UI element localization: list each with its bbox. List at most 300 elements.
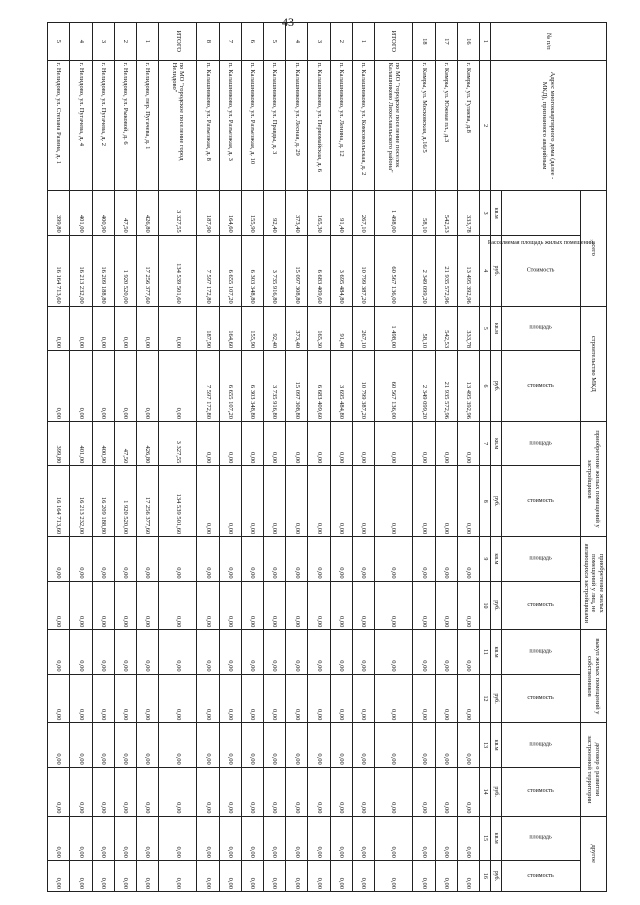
row-value: 0,00 bbox=[457, 767, 479, 816]
row-value: 400,90 bbox=[92, 191, 114, 235]
row-value: 0,00 bbox=[70, 674, 92, 723]
row-index: 7 bbox=[219, 23, 241, 61]
row-address: п. Калашниково, ул. Лесная, д. 29 bbox=[286, 60, 308, 191]
row-value: 0,00 bbox=[70, 630, 92, 674]
header-address: Адрес многоквартирного дома (далее - МКД), признанного аварийным bbox=[491, 60, 607, 191]
row-value: 0,00 bbox=[264, 537, 286, 581]
row-value: 2 349 099,20 bbox=[413, 235, 435, 306]
row-value: 13 495 392,96 bbox=[457, 351, 479, 422]
row-value: 0,00 bbox=[457, 816, 479, 860]
row-value: 0,00 bbox=[330, 860, 352, 891]
row-index: 5 bbox=[264, 23, 286, 61]
row-value: 0,00 bbox=[159, 630, 197, 674]
rotated-table-wrapper bbox=[47, 22, 607, 892]
row-value: 16 209 188,80 bbox=[92, 466, 114, 537]
row-value: 542,53 bbox=[435, 306, 457, 350]
row-value: 0,00 bbox=[48, 816, 70, 860]
header-dev-cost: стоимость bbox=[502, 466, 581, 537]
row-value: 0,00 bbox=[413, 421, 435, 465]
row-value: 0,00 bbox=[114, 351, 136, 422]
row-value: 16 209 188,80 bbox=[92, 235, 114, 306]
unit-m2: кв.м bbox=[491, 421, 502, 465]
row-value: 0,00 bbox=[219, 674, 241, 723]
row-value: 15 097 308,80 bbox=[286, 351, 308, 422]
header-resettled-area: Расселяемая площадь жилых помещений bbox=[502, 191, 581, 235]
resettlement-table bbox=[47, 22, 607, 892]
row-value: 0,00 bbox=[457, 630, 479, 674]
unit-rub: руб. bbox=[491, 860, 502, 891]
header-group-mkd: строительство МКД bbox=[581, 306, 607, 421]
row-value: 0,00 bbox=[92, 630, 114, 674]
row-index: 5 bbox=[48, 23, 70, 61]
row-value: 3 735 916,80 bbox=[264, 235, 286, 306]
header-buyout-area: площадь bbox=[502, 630, 581, 674]
header-territory-area: площадь bbox=[502, 723, 581, 767]
header-group-buyout: выкуп жилых помещений у собственников bbox=[581, 630, 607, 723]
row-value: 165,30 bbox=[308, 306, 330, 350]
unit-rub: руб. bbox=[491, 235, 502, 306]
row-value: 0,00 bbox=[241, 630, 263, 674]
table-row bbox=[70, 23, 92, 892]
row-value: 0,00 bbox=[264, 816, 286, 860]
row-value: 0,00 bbox=[92, 767, 114, 816]
row-value: 155,90 bbox=[241, 306, 263, 350]
row-value: 6 655 107,20 bbox=[219, 235, 241, 306]
row-value: 0,00 bbox=[457, 860, 479, 891]
row-value: 0,00 bbox=[457, 674, 479, 723]
row-value: 0,00 bbox=[413, 466, 435, 537]
row-value: 0,00 bbox=[308, 421, 330, 465]
row-value: 164,60 bbox=[219, 306, 241, 350]
row-index: 4 bbox=[286, 23, 308, 61]
row-value: 0,00 bbox=[457, 466, 479, 537]
row-value: 0,00 bbox=[219, 581, 241, 630]
column-number: 7 bbox=[480, 421, 491, 465]
row-value: 0,00 bbox=[330, 674, 352, 723]
header-group-other: другое bbox=[581, 816, 607, 891]
table-row bbox=[197, 23, 219, 892]
row-value: 1 498,00 bbox=[375, 306, 413, 350]
row-address: г. Кимры, ул. Гуляєва, д.8 bbox=[457, 60, 479, 191]
unit-rub: руб. bbox=[491, 674, 502, 723]
row-index: 6 bbox=[241, 23, 263, 61]
row-value: 0,00 bbox=[197, 674, 219, 723]
unit-m2: кв.м bbox=[491, 630, 502, 674]
row-value: 0,00 bbox=[70, 581, 92, 630]
row-value: 0,00 bbox=[197, 421, 219, 465]
header-other-area: площадь bbox=[502, 816, 581, 860]
row-value: 0,00 bbox=[159, 537, 197, 581]
column-number: 13 bbox=[480, 723, 491, 767]
row-value: 6 303 348,80 bbox=[241, 235, 263, 306]
row-value: 0,00 bbox=[197, 581, 219, 630]
row-value: 3 735 916,80 bbox=[264, 351, 286, 422]
row-value: 0,00 bbox=[92, 537, 114, 581]
row-value: 0,00 bbox=[330, 767, 352, 816]
row-value: 0,00 bbox=[264, 581, 286, 630]
row-value: 0,00 bbox=[197, 537, 219, 581]
row-value: 1 920 520,00 bbox=[114, 235, 136, 306]
row-value: 0,00 bbox=[286, 860, 308, 891]
row-value: 0,00 bbox=[264, 630, 286, 674]
row-value: 0,00 bbox=[241, 723, 263, 767]
row-address: п. Калашниково, ул. Разъезжая, д. 10 bbox=[241, 60, 263, 191]
row-value: 0,00 bbox=[264, 674, 286, 723]
row-value: 0,00 bbox=[375, 816, 413, 860]
row-value: 0,00 bbox=[159, 306, 197, 350]
row-value: 0,00 bbox=[352, 630, 374, 674]
column-number: 16 bbox=[480, 860, 491, 891]
row-value: 91,40 bbox=[330, 191, 352, 235]
table-row bbox=[435, 23, 457, 892]
column-number: 8 bbox=[480, 466, 491, 537]
row-value: 0,00 bbox=[308, 466, 330, 537]
row-value: 58,10 bbox=[413, 306, 435, 350]
row-value: 0,00 bbox=[70, 306, 92, 350]
row-value: 0,00 bbox=[48, 860, 70, 891]
row-value: 333,78 bbox=[457, 306, 479, 350]
row-value: 0,00 bbox=[137, 860, 159, 891]
row-value: 0,00 bbox=[114, 581, 136, 630]
row-value: 15 097 308,80 bbox=[286, 235, 308, 306]
unit-rub: руб. bbox=[491, 767, 502, 816]
row-value: 0,00 bbox=[308, 816, 330, 860]
row-value: 0,00 bbox=[352, 466, 374, 537]
row-address: г. Нелидово, пер. Пугачева, д. 1 bbox=[137, 60, 159, 191]
row-value: 0,00 bbox=[435, 674, 457, 723]
row-address: г. Кимры, ул. Южная пл., д.3 bbox=[435, 60, 457, 191]
row-value: 0,00 bbox=[352, 860, 374, 891]
row-value: 1 498,00 bbox=[375, 191, 413, 235]
row-value: 0,00 bbox=[114, 630, 136, 674]
row-value: 0,00 bbox=[413, 630, 435, 674]
row-value: 47,50 bbox=[114, 191, 136, 235]
row-value: 0,00 bbox=[286, 723, 308, 767]
column-number: 12 bbox=[480, 674, 491, 723]
row-value: 0,00 bbox=[137, 537, 159, 581]
row-value: 0,00 bbox=[92, 581, 114, 630]
row-value: 0,00 bbox=[114, 306, 136, 350]
row-value: 0,00 bbox=[375, 630, 413, 674]
row-value: 165,30 bbox=[308, 191, 330, 235]
row-index: 3 bbox=[308, 23, 330, 61]
table-header bbox=[480, 23, 607, 892]
row-value: 58,10 bbox=[413, 191, 435, 235]
unit-rub: руб. bbox=[491, 466, 502, 537]
row-value: 0,00 bbox=[137, 816, 159, 860]
row-value: 0,00 bbox=[219, 466, 241, 537]
row-value: 399,80 bbox=[48, 191, 70, 235]
header-buyout-cost: стоимость bbox=[502, 674, 581, 723]
row-value: 0,00 bbox=[286, 767, 308, 816]
row-index: ИТОГО bbox=[159, 23, 197, 61]
row-value: 0,00 bbox=[330, 466, 352, 537]
table-row bbox=[114, 23, 136, 892]
unit-rub: руб. bbox=[491, 581, 502, 630]
row-value: 3 327,55 bbox=[159, 421, 197, 465]
row-value: 6 683 409,60 bbox=[308, 351, 330, 422]
row-value: 0,00 bbox=[435, 581, 457, 630]
row-value: 0,00 bbox=[457, 537, 479, 581]
row-value: 0,00 bbox=[48, 674, 70, 723]
row-value: 187,90 bbox=[197, 306, 219, 350]
table-row bbox=[241, 23, 263, 892]
unit-m2: кв.м bbox=[491, 723, 502, 767]
row-value: 92,40 bbox=[264, 306, 286, 350]
row-value: 0,00 bbox=[375, 581, 413, 630]
row-value: 0,00 bbox=[375, 537, 413, 581]
row-address: п. Калашниково, ул. Комсомольская, д. 2 bbox=[352, 60, 374, 191]
row-address: п. Калашниково, ул. Первомайская, д. 6 bbox=[308, 60, 330, 191]
row-value: 0,00 bbox=[114, 674, 136, 723]
header-group-developers: приобретение жилых помещений у застройщиков bbox=[581, 421, 607, 536]
table-row bbox=[264, 23, 286, 892]
table-row bbox=[308, 23, 330, 892]
row-value: 0,00 bbox=[48, 581, 70, 630]
row-value: 0,00 bbox=[70, 351, 92, 422]
header-dev-area: площадь bbox=[502, 421, 581, 465]
row-value: 0,00 bbox=[308, 537, 330, 581]
row-value: 0,00 bbox=[137, 630, 159, 674]
row-value: 164,60 bbox=[219, 191, 241, 235]
row-value: 0,00 bbox=[70, 767, 92, 816]
header-nondev-cost: стоимость bbox=[502, 581, 581, 630]
row-value: 155,90 bbox=[241, 191, 263, 235]
row-value: 0,00 bbox=[159, 860, 197, 891]
row-value: 0,00 bbox=[48, 351, 70, 422]
row-value: 0,00 bbox=[435, 816, 457, 860]
row-address: п. Калашниково, ул. Правды, д. 3 bbox=[264, 60, 286, 191]
table-row bbox=[137, 23, 159, 892]
row-value: 0,00 bbox=[352, 723, 374, 767]
header-mkd-area: площадь bbox=[502, 306, 581, 350]
row-value: 0,00 bbox=[352, 421, 374, 465]
row-address: п. Калашниково, ул. Ленина, д. 12 bbox=[330, 60, 352, 191]
unit-rub: руб. bbox=[491, 351, 502, 422]
row-value: 60 567 136,00 bbox=[375, 351, 413, 422]
row-value: 0,00 bbox=[286, 421, 308, 465]
row-value: 0,00 bbox=[308, 723, 330, 767]
row-value: 0,00 bbox=[241, 581, 263, 630]
column-number: 15 bbox=[480, 816, 491, 860]
row-value: 0,00 bbox=[264, 723, 286, 767]
row-value: 0,00 bbox=[375, 767, 413, 816]
row-value: 0,00 bbox=[352, 674, 374, 723]
row-value: 0,00 bbox=[159, 351, 197, 422]
row-value: 0,00 bbox=[308, 630, 330, 674]
unit-m2: кв.м bbox=[491, 816, 502, 860]
row-value: 0,00 bbox=[352, 816, 374, 860]
row-value: 0,00 bbox=[286, 537, 308, 581]
row-value: 0,00 bbox=[70, 816, 92, 860]
row-value: 91,40 bbox=[330, 306, 352, 350]
row-value: 0,00 bbox=[241, 466, 263, 537]
table-row bbox=[286, 23, 308, 892]
row-value: 92,40 bbox=[264, 191, 286, 235]
row-value: 426,80 bbox=[137, 191, 159, 235]
row-value: 0,00 bbox=[48, 306, 70, 350]
row-value: 0,00 bbox=[137, 723, 159, 767]
row-value: 0,00 bbox=[435, 767, 457, 816]
row-value: 542,53 bbox=[435, 191, 457, 235]
row-value: 267,10 bbox=[352, 306, 374, 350]
row-value: 333,78 bbox=[457, 191, 479, 235]
row-value: 47,50 bbox=[114, 421, 136, 465]
header-group-non-developers: приобретение жилых помещений у лиц, не являющихся застройщиками bbox=[581, 537, 607, 630]
row-value: 0,00 bbox=[114, 537, 136, 581]
row-value: 0,00 bbox=[197, 767, 219, 816]
row-value: 0,00 bbox=[197, 630, 219, 674]
row-value: 134 539 501,60 bbox=[159, 466, 197, 537]
row-value: 0,00 bbox=[375, 860, 413, 891]
row-value: 401,00 bbox=[70, 421, 92, 465]
row-value: 0,00 bbox=[241, 537, 263, 581]
row-value: 0,00 bbox=[241, 674, 263, 723]
row-value: 0,00 bbox=[92, 723, 114, 767]
row-value: 0,00 bbox=[413, 767, 435, 816]
row-value: 0,00 bbox=[114, 723, 136, 767]
row-value: 0,00 bbox=[457, 421, 479, 465]
row-index: 2 bbox=[114, 23, 136, 61]
row-address: п. Калашниково, ул. Разъезжая, д. 3 bbox=[219, 60, 241, 191]
row-value: 0,00 bbox=[435, 860, 457, 891]
row-value: 0,00 bbox=[159, 816, 197, 860]
row-value: 0,00 bbox=[264, 767, 286, 816]
row-value: 0,00 bbox=[457, 723, 479, 767]
table-row bbox=[457, 23, 479, 892]
row-value: 0,00 bbox=[413, 581, 435, 630]
row-value: 0,00 bbox=[92, 674, 114, 723]
row-value: 0,00 bbox=[330, 723, 352, 767]
row-address: г. Кимры, ул. Московская, д.16/5 bbox=[413, 60, 435, 191]
row-value: 0,00 bbox=[435, 630, 457, 674]
row-value: 0,00 bbox=[352, 767, 374, 816]
table-body bbox=[48, 23, 480, 892]
row-value: 10 799 387,20 bbox=[352, 235, 374, 306]
header-mkd-cost: стоимость bbox=[502, 351, 581, 422]
header-total-cost: Стоимость bbox=[502, 235, 581, 306]
row-value: 13 495 392,96 bbox=[457, 235, 479, 306]
column-number: 2 bbox=[480, 60, 491, 191]
row-address: г. Нелидово, ул. Степана Разина, д. 1 bbox=[48, 60, 70, 191]
row-address: по МО "городское поселение город Нелидово" bbox=[159, 60, 197, 191]
row-value: 0,00 bbox=[413, 816, 435, 860]
row-index: 8 bbox=[197, 23, 219, 61]
row-value: 0,00 bbox=[435, 466, 457, 537]
row-index: ИТОГО bbox=[375, 23, 413, 61]
row-index: 16 bbox=[457, 23, 479, 61]
row-address: г. Нелидово, ул. Пугачева, д. 2 bbox=[92, 60, 114, 191]
row-value: 6 655 107,20 bbox=[219, 351, 241, 422]
column-number: 6 bbox=[480, 351, 491, 422]
row-value: 0,00 bbox=[330, 537, 352, 581]
row-value: 0,00 bbox=[92, 351, 114, 422]
column-number-row bbox=[480, 23, 491, 892]
header-other-cost: стоимость bbox=[502, 860, 581, 891]
row-value: 0,00 bbox=[219, 537, 241, 581]
row-value: 0,00 bbox=[219, 421, 241, 465]
unit-m2: кв.м bbox=[491, 191, 502, 235]
row-index: 4 bbox=[70, 23, 92, 61]
row-value: 16 164 713,60 bbox=[48, 235, 70, 306]
column-number: 4 bbox=[480, 235, 491, 306]
row-value: 0,00 bbox=[308, 860, 330, 891]
row-value: 0,00 bbox=[70, 723, 92, 767]
row-address: п. Калашниково, ул. Разъезжая, д. 8 bbox=[197, 60, 219, 191]
row-value: 0,00 bbox=[308, 581, 330, 630]
row-value: 17 256 377,60 bbox=[137, 235, 159, 306]
row-value: 1 920 520,00 bbox=[114, 466, 136, 537]
row-value: 21 935 572,96 bbox=[435, 235, 457, 306]
row-value: 0,00 bbox=[219, 723, 241, 767]
row-value: 10 799 387,20 bbox=[352, 351, 374, 422]
row-value: 0,00 bbox=[375, 466, 413, 537]
column-number: 1 bbox=[480, 23, 491, 61]
row-value: 3 695 484,80 bbox=[330, 351, 352, 422]
row-value: 0,00 bbox=[413, 723, 435, 767]
row-value: 0,00 bbox=[219, 860, 241, 891]
column-number: 3 bbox=[480, 191, 491, 235]
row-value: 0,00 bbox=[330, 581, 352, 630]
row-address: г. Нелидово, ул. Пугачева, д. 4 bbox=[70, 60, 92, 191]
row-index: 1 bbox=[137, 23, 159, 61]
row-value: 0,00 bbox=[219, 630, 241, 674]
row-value: 0,00 bbox=[264, 466, 286, 537]
row-value: 0,00 bbox=[114, 860, 136, 891]
row-value: 0,00 bbox=[241, 816, 263, 860]
row-value: 0,00 bbox=[114, 816, 136, 860]
row-value: 187,90 bbox=[197, 191, 219, 235]
row-value: 0,00 bbox=[286, 581, 308, 630]
row-value: 16 213 232,00 bbox=[70, 466, 92, 537]
row-value: 3 695 484,80 bbox=[330, 235, 352, 306]
column-number: 10 bbox=[480, 581, 491, 630]
document-page bbox=[47, 22, 607, 892]
table-row bbox=[92, 23, 114, 892]
row-value: 0,00 bbox=[137, 674, 159, 723]
column-number: 9 bbox=[480, 537, 491, 581]
row-value: 0,00 bbox=[435, 723, 457, 767]
table-row bbox=[48, 23, 70, 892]
row-value: 0,00 bbox=[219, 816, 241, 860]
row-value: 0,00 bbox=[137, 767, 159, 816]
header-territory-cost: стоимость bbox=[502, 767, 581, 816]
row-value: 0,00 bbox=[219, 767, 241, 816]
table-row bbox=[352, 23, 374, 892]
header-nondev-area: площадь bbox=[502, 537, 581, 581]
row-value: 0,00 bbox=[352, 537, 374, 581]
row-value: 17 256 377,60 bbox=[137, 466, 159, 537]
header-group-territory: договор о развитии застроенной территории bbox=[581, 723, 607, 816]
row-value: 0,00 bbox=[70, 860, 92, 891]
row-value: 0,00 bbox=[286, 674, 308, 723]
column-number: 5 bbox=[480, 306, 491, 350]
row-value: 0,00 bbox=[70, 537, 92, 581]
row-value: 0,00 bbox=[413, 537, 435, 581]
row-value: 0,00 bbox=[308, 767, 330, 816]
row-value: 0,00 bbox=[114, 767, 136, 816]
header-total: всего bbox=[581, 191, 607, 306]
row-value: 0,00 bbox=[159, 581, 197, 630]
row-value: 21 935 572,96 bbox=[435, 351, 457, 422]
row-value: 16 213 232,00 bbox=[70, 235, 92, 306]
row-value: 0,00 bbox=[48, 723, 70, 767]
row-value: 0,00 bbox=[159, 674, 197, 723]
row-value: 0,00 bbox=[197, 466, 219, 537]
row-address: г. Нелидово, ул. Рыковой, д. 6 bbox=[114, 60, 136, 191]
row-index: 3 bbox=[92, 23, 114, 61]
row-value: 0,00 bbox=[330, 630, 352, 674]
